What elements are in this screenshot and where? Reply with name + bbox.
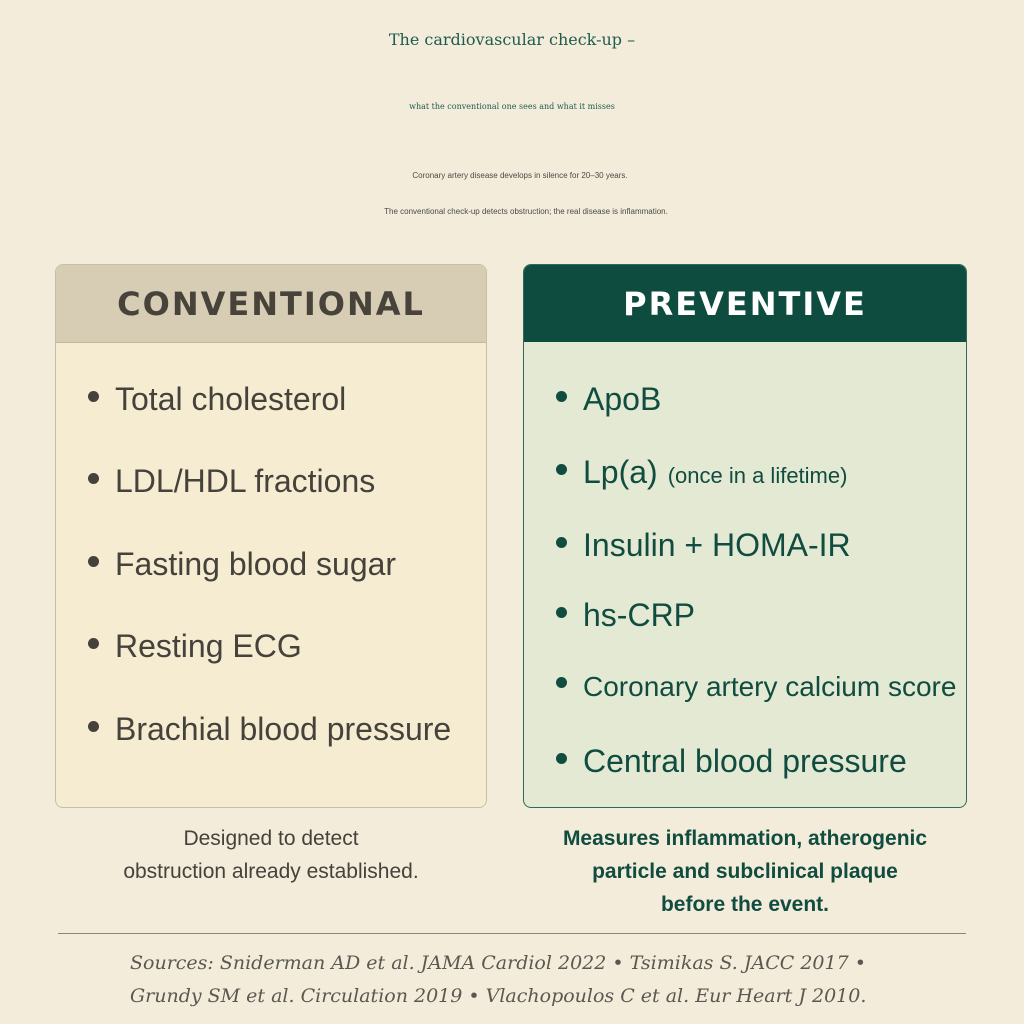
divider bbox=[58, 933, 966, 934]
page-title-line2: what the conventional one sees and what it misses bbox=[409, 102, 615, 111]
conventional-item-label: Total cholesterol bbox=[115, 381, 347, 417]
bullet-icon bbox=[88, 556, 99, 567]
preventive-item-label: Central blood pressure bbox=[583, 743, 907, 779]
bullet-icon bbox=[88, 638, 99, 649]
preventive-heading: PREVENTIVE bbox=[524, 265, 966, 342]
preventive-item bbox=[556, 381, 661, 418]
preventive-item-label: ApoB bbox=[583, 381, 662, 417]
preventive-item bbox=[556, 454, 847, 491]
bullet-icon bbox=[556, 677, 567, 688]
conventional-panel bbox=[55, 264, 487, 808]
preventive-item-label: Lp(a) bbox=[583, 454, 658, 490]
preventive-item-label: Coronary artery calcium score bbox=[583, 671, 957, 702]
bullet-icon bbox=[88, 473, 99, 484]
conventional-item bbox=[88, 546, 396, 583]
subtitle-line1: Coronary artery disease develops in silence for 20–30 years. bbox=[412, 171, 628, 180]
conventional-heading: CONVENTIONAL bbox=[56, 265, 486, 343]
preventive-caption-line: particle and subclinical plaque bbox=[592, 860, 898, 883]
preventive-caption-line: before the event. bbox=[660, 893, 830, 916]
preventive-item bbox=[556, 597, 695, 634]
preventive-item bbox=[556, 743, 907, 780]
preventive-item bbox=[556, 527, 851, 564]
conventional-caption bbox=[55, 822, 487, 888]
sources-line2: Grundy SM et al. Circulation 2019 • Vlachopoulos C et al. Eur Heart J 2010. bbox=[130, 985, 867, 1007]
conventional-caption-line: Designed to detect bbox=[183, 827, 359, 850]
page-title: The cardiovascular check-up – bbox=[388, 30, 636, 49]
preventive-caption-line: Measures inflammation, atherogenic bbox=[562, 827, 928, 850]
preventive-item bbox=[556, 671, 956, 703]
conventional-item-label: Resting ECG bbox=[115, 628, 302, 664]
bullet-icon bbox=[556, 753, 567, 764]
conventional-item bbox=[88, 463, 375, 500]
conventional-item bbox=[88, 628, 302, 665]
conventional-item-label: LDL/HDL fractions bbox=[115, 463, 376, 499]
preventive-caption bbox=[523, 822, 967, 921]
bullet-icon bbox=[556, 464, 567, 475]
bullet-icon bbox=[88, 391, 99, 402]
bullet-icon bbox=[556, 391, 567, 402]
subtitle-line2: The conventional check-up detects obstruction; the real disease is inflammation. bbox=[384, 207, 668, 216]
preventive-item-label: hs-CRP bbox=[583, 597, 696, 633]
sources-line1: Sources: Sniderman AD et al. JAMA Cardiol 2022 • Tsimikas S. JACC 2017 • bbox=[130, 952, 866, 974]
preventive-item-note: (once in a lifetime) bbox=[667, 463, 848, 488]
preventive-item-label: Insulin + HOMA-IR bbox=[583, 527, 851, 563]
conventional-item-label: Fasting blood sugar bbox=[115, 546, 397, 582]
bullet-icon bbox=[556, 607, 567, 618]
preventive-panel bbox=[523, 264, 967, 808]
conventional-item-label: Brachial blood pressure bbox=[115, 711, 452, 747]
bullet-icon bbox=[556, 537, 567, 548]
bullet-icon bbox=[88, 721, 99, 732]
conventional-item bbox=[88, 711, 451, 748]
conventional-caption-line: obstruction already established. bbox=[123, 860, 419, 883]
conventional-item bbox=[88, 381, 346, 418]
